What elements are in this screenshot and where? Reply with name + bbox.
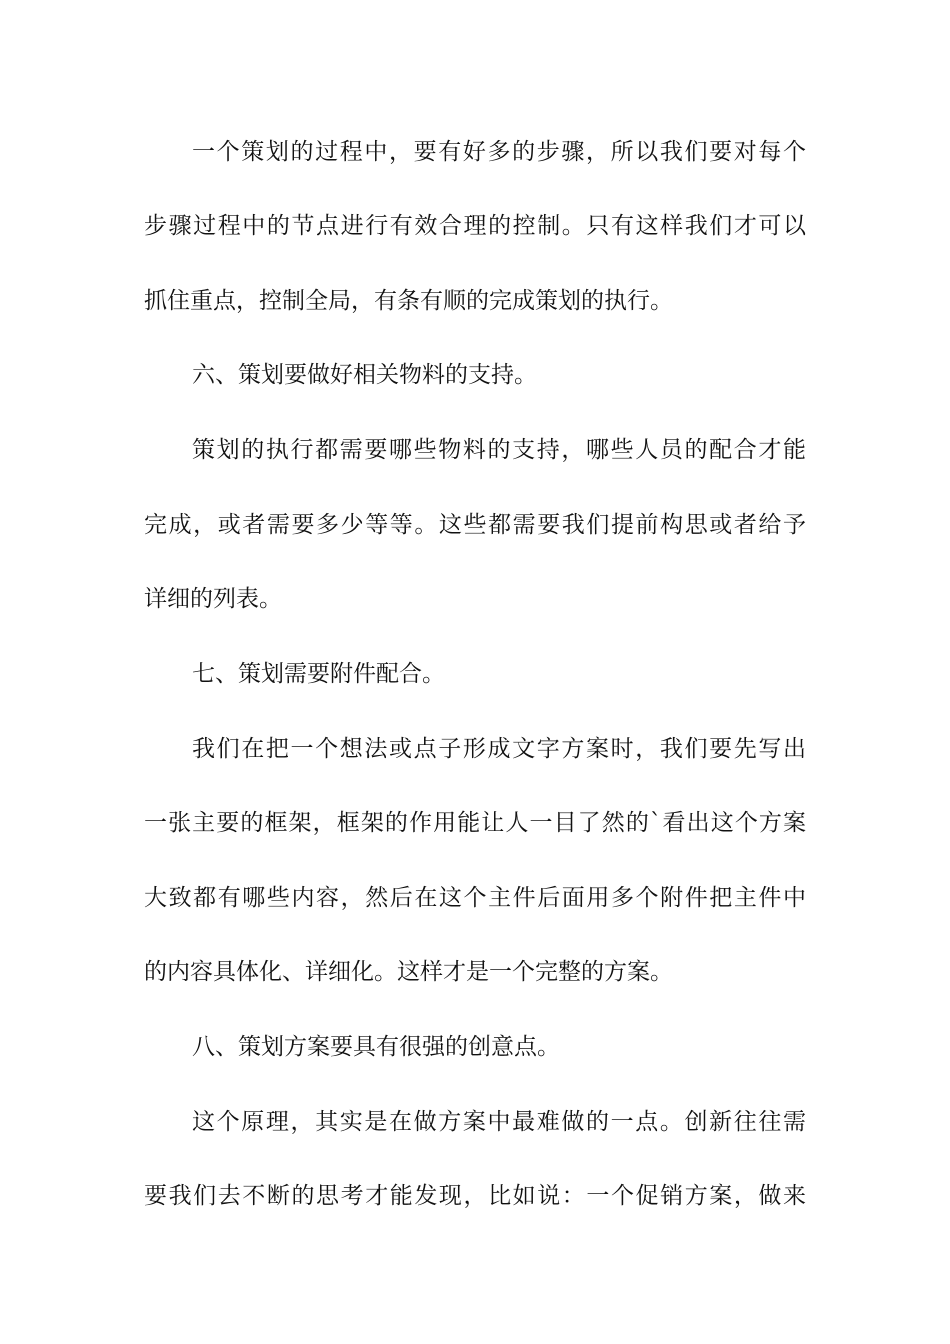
paragraph-line: 一张主要的框架，框架的作用能让人一目了然的`看出这个方案: [144, 810, 806, 836]
paragraph-line: 我们在把一个想法或点子形成文字方案时，我们要先写出: [192, 736, 806, 762]
section-heading: 七、策划需要附件配合。: [192, 661, 445, 687]
section-heading: 六、策划要做好相关物料的支持。: [192, 362, 537, 388]
paragraph-line: 详细的列表。: [144, 586, 282, 612]
paragraph-line: 一个策划的过程中，要有好多的步骤，所以我们要对每个: [192, 139, 806, 165]
section-heading: 八、策划方案要具有很强的创意点。: [192, 1034, 560, 1060]
paragraph-line: 的内容具体化、详细化。这样才是一个完整的方案。: [144, 959, 673, 985]
paragraph-line: 步骤过程中的节点进行有效合理的控制。只有这样我们才可以: [144, 213, 806, 239]
paragraph-line: 要我们去不断的思考才能发现，比如说：一个促销方案，做来: [144, 1183, 806, 1209]
paragraph-line: 抓住重点，控制全局，有条有顺的完成策划的执行。: [144, 288, 673, 314]
paragraph-line: 完成，或者需要多少等等。这些都需要我们提前构思或者给予: [144, 512, 806, 538]
paragraph-line: 策划的执行都需要哪些物料的支持，哪些人员的配合才能: [192, 437, 806, 463]
paragraph-line: 大致都有哪些内容，然后在这个主件后面用多个附件把主件中: [144, 885, 806, 911]
paragraph-line: 这个原理，其实是在做方案中最难做的一点。创新往往需: [192, 1109, 806, 1135]
